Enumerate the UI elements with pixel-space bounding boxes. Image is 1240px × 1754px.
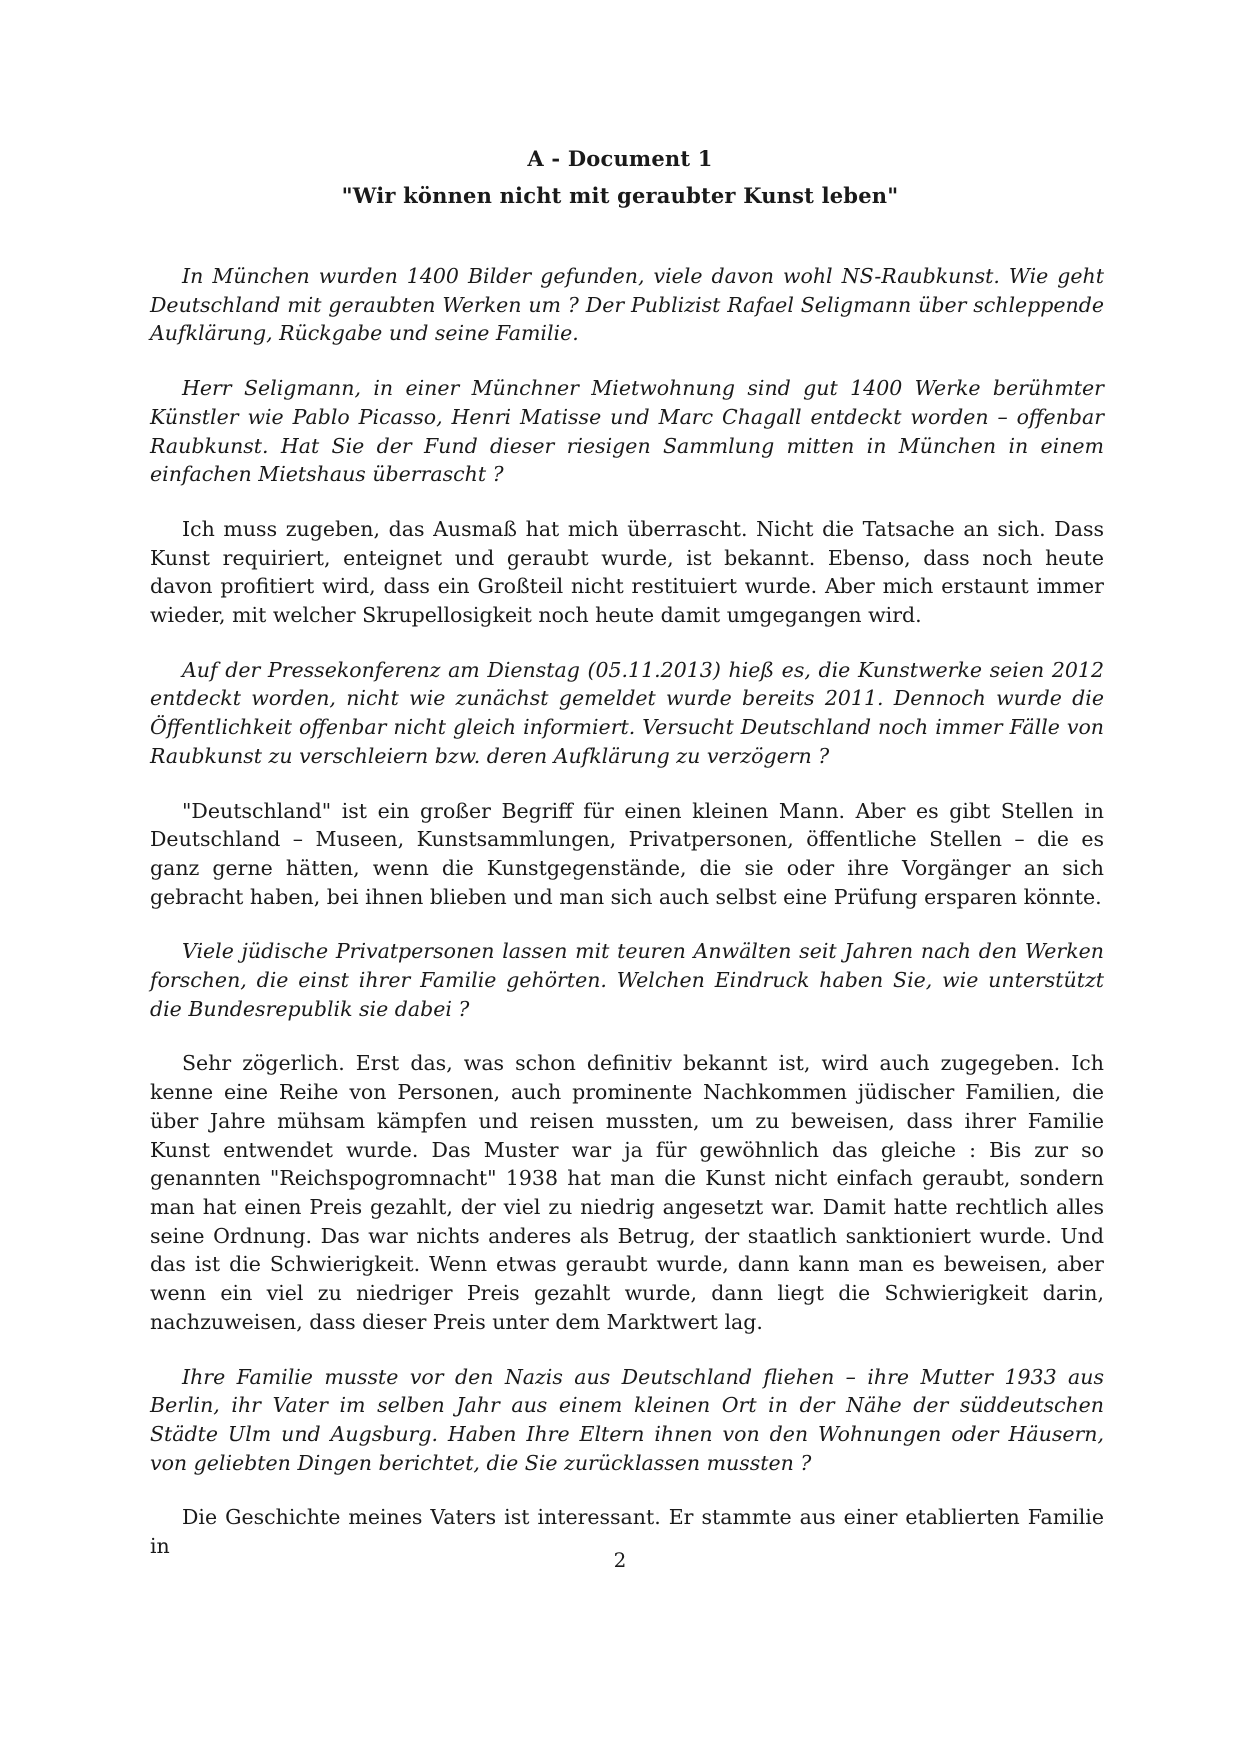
interview-answer: Sehr zögerlich. Erst das, was schon definitiv bekannt ist, wird auch zugegeben. Ich kenne eine Reihe von Personen, auch prominente Nachkommen jüdischer Familien, die über Jahre mühsam kämpfen und reisen mussten, um zu beweisen, dass ihrer Familie Kunst entwendet wurde. Das Muster war ja für gewöhnlich das gleiche : Bis zur so genannten "Reichspogromnacht" 1938 hat man die Kunst nicht einfach geraubt, sondern man hat einen Preis gezahlt, der viel zu niedrig angesetzt war. Damit hatte rechtlich alles seine Ordnung. Das war nichts anderes als Betrug, der staatlich sanktioniert wurde. Und das ist die Schwierigkeit. Wenn etwas geraubt wurde, dann kann man es beweisen, aber wenn ein viel zu niedriger Preis gezahlt wurde, dann liegt die Schwierigkeit darin, nachzuweisen, dass dieser Preis unter dem Marktwert lag. — [150, 1051, 1104, 1334]
interview-question: Herr Seligmann, in einer Münchner Mietwohnung sind gut 1400 Werke berühmter Künstler wie Pablo Picasso, Henri Matisse und Marc Chagall entdeckt worden – offenbar Raubkunst. Hat Sie der Fund dieser riesigen Sammlung mitten in München in einem einfachen Mietshaus überrascht ? — [150, 376, 1104, 487]
interview-answer: "Deutschland" ist ein großer Begriff für einen kleinen Mann. Aber es gibt Stellen in Deutschland – Museen, Kunstsammlungen, Privatpersonen, öffentliche Stellen – die es ganz gerne hätten, wenn die Kunstgegenstände, die sie oder ihre Vorgänger an sich gebracht haben, bei ihnen blieben und man sich auch selbst eine Prüfung ersparen könnte. — [150, 798, 1104, 909]
interview-answer: Ich muss zugeben, das Ausmaß hat mich überrascht. Nicht die Tatsache an sich. Dass Kunst requiriert, enteignet und geraubt wurde, ist bekannt. Ebenso, dass noch heute davon profitiert wird, dass ein Großteil nicht restituiert wurde. Aber mich erstaunt immer wieder, mit welcher Skrupellosigkeit noch heute damit umgegangen wird. — [150, 516, 1104, 628]
document-subtitle: "Wir können nicht mit geraubter Kunst leben" — [341, 183, 899, 208]
page-number: 2 — [613, 1548, 627, 1572]
interview-question: Ihre Familie musste vor den Nazis aus Deutschland fliehen – ihre Mutter 1933 aus Berlin, ihr Vater im selben Jahr aus einem kleinen Ort in der Nähe der süddeutschen Städte Ulm und Augsburg. Haben Ihre Eltern ihnen von den Wohnungen oder Häusern, von geliebten Dingen berichtet, die Sie zurücklassen mussten ? — [150, 1364, 1104, 1475]
interview-answer: Die Geschichte meines Vaters ist interessant. Er stammte aus einer etablierten Familie in — [150, 1505, 1104, 1559]
interview-question: Viele jüdische Privatpersonen lassen mit teuren Anwälten seit Jahren nach den Werken forschen, die einst ihrer Familie gehörten. Welchen Eindruck haben Sie, wie unterstützt die Bundesrepublik sie dabei ? — [150, 939, 1104, 1021]
document-title: A - Document 1 — [527, 146, 713, 171]
interview-question: Auf der Pressekonferenz am Dienstag (05.11.2013) hieß es, die Kunstwerke seien 2012 entdeckt worden, nicht wie zunächst gemeldet wurde bereits 2011. Dennoch wurde die Öffentlichkeit offenbar nicht gleich informiert. Versucht Deutschland noch immer Fälle von Raubkunst zu verschleiern bzw. deren Aufklärung zu verzögern ? — [150, 657, 1104, 768]
document-body — [150, 262, 1104, 1587]
interview-question-intro: In München wurden 1400 Bilder gefunden, viele davon wohl NS-Raubkunst. Wie geht Deutschland mit geraubten Werken um ? Der Publizist Rafael Seligmann über schleppende Aufklärung, Rückgabe und seine Familie. — [150, 264, 1104, 346]
